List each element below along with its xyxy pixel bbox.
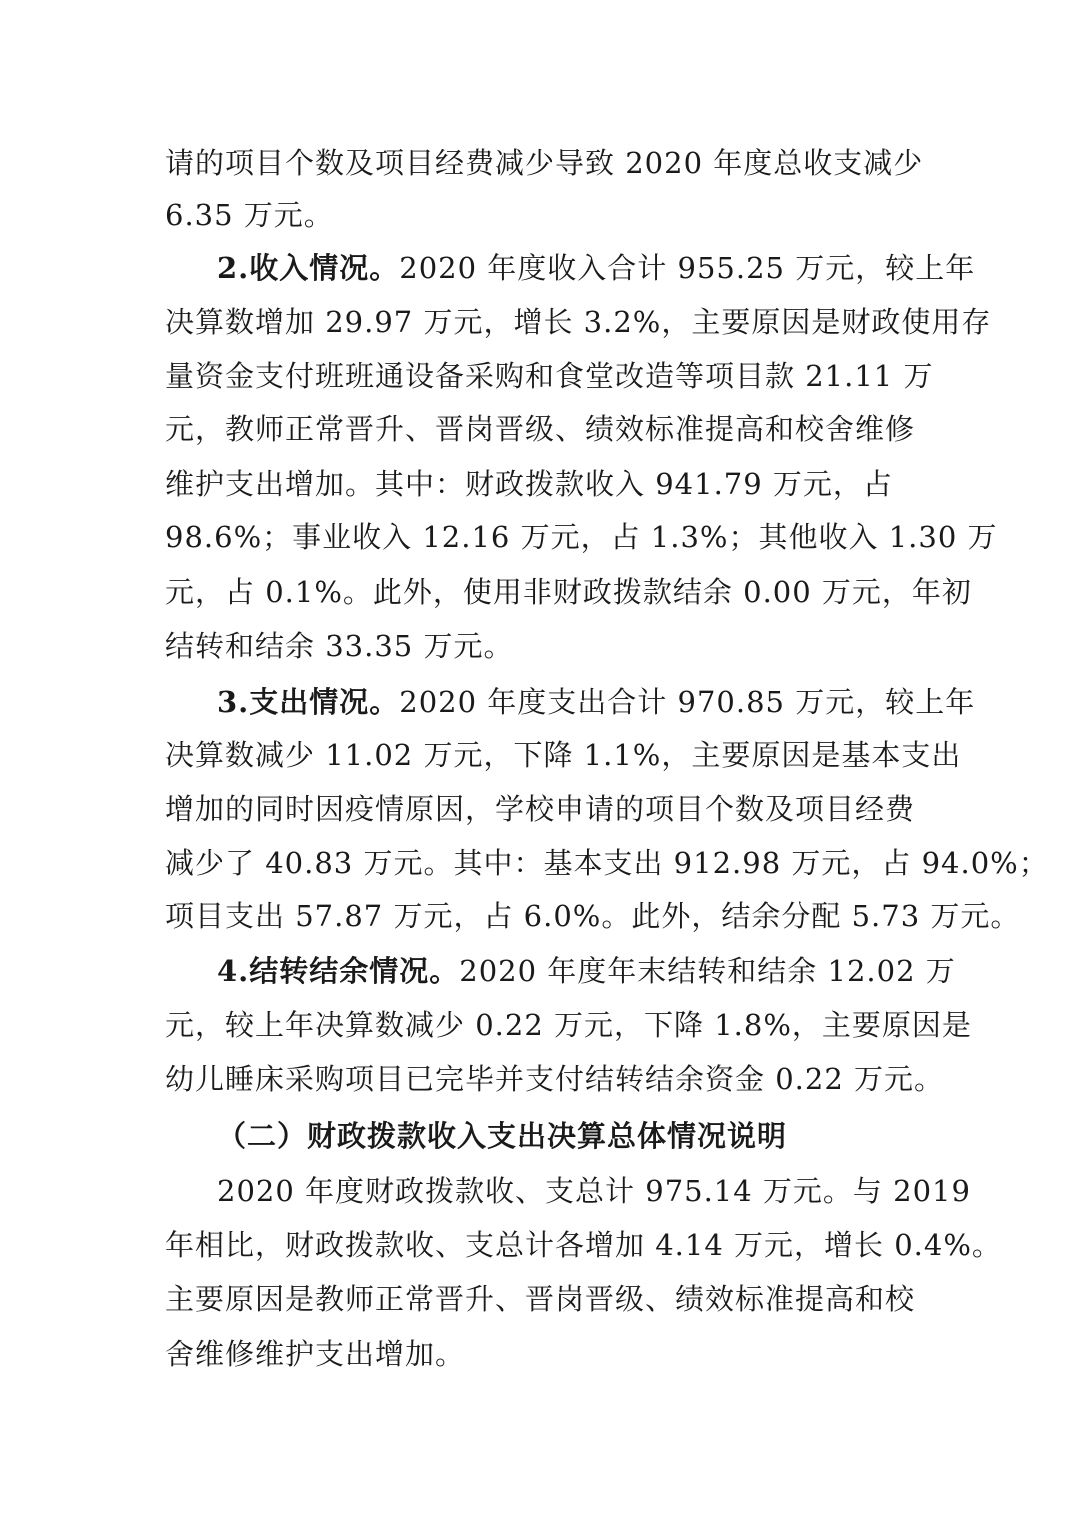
section-heading: （二）财政拨款收入支出决算总体情况说明 bbox=[217, 1119, 788, 1153]
text-line bbox=[165, 1005, 972, 1045]
section-heading: 4.结转结余情况。 bbox=[217, 954, 460, 988]
text-line bbox=[165, 572, 972, 612]
text-line bbox=[217, 682, 975, 722]
text-line bbox=[165, 464, 893, 504]
text-line bbox=[165, 735, 961, 775]
text-line bbox=[165, 843, 1049, 883]
text-segment: 项目支出 57.87 万元，占 6.0%。此外，结余分配 5.73 万元。 bbox=[165, 899, 1021, 933]
text-segment: 请的项目个数及项目经费减少导致 2020 年度总收支减少 bbox=[165, 146, 924, 180]
text-segment: 2020 年度财政拨款收、支总计 975.14 万元。与 2019 bbox=[217, 1174, 971, 1208]
text-segment: 2020 年度年末结转和结余 12.02 万 bbox=[459, 954, 956, 988]
text-segment: 元，占 0.1%。此外，使用非财政拨款结余 0.00 万元，年初 bbox=[165, 575, 972, 609]
text-segment: 舍维修维护支出增加。 bbox=[165, 1337, 466, 1371]
text-segment: 决算数增加 29.97 万元，增长 3.2%，主要原因是财政使用存 bbox=[165, 305, 992, 339]
text-segment: 决算数减少 11.02 万元，下降 1.1%，主要原因是基本支出 bbox=[165, 738, 962, 772]
text-line bbox=[165, 626, 513, 666]
text-segment: 减少了 40.83 万元。其中：基本支出 912.98 万元，占 94.0%； bbox=[165, 846, 1049, 880]
text-line bbox=[165, 356, 933, 396]
text-segment: 结转和结余 33.35 万元。 bbox=[165, 629, 514, 663]
text-line bbox=[217, 1171, 971, 1211]
text-line bbox=[165, 896, 1020, 936]
text-segment: 维护支出增加。其中：财政拨款收入 941.79 万元，占 bbox=[165, 467, 893, 501]
text-line bbox=[165, 302, 991, 342]
text-segment: 元，教师正常晋升、晋岗晋级、绩效标准提高和校舍维修 bbox=[165, 412, 916, 446]
section-heading: 3.支出情况。 bbox=[217, 685, 400, 719]
text-segment: 6.35 万元。 bbox=[165, 198, 334, 232]
text-line bbox=[165, 1334, 465, 1374]
text-line bbox=[165, 517, 998, 557]
text-segment: 主要原因是教师正常晋升、晋岗晋级、绩效标准提高和校 bbox=[165, 1282, 916, 1316]
text-line bbox=[165, 789, 915, 829]
text-line bbox=[165, 143, 923, 183]
text-line bbox=[165, 1059, 944, 1099]
text-segment: 98.6%；事业收入 12.16 万元，占 1.3%；其他收入 1.30 万 bbox=[165, 520, 998, 554]
text-segment: 量资金支付班班通设备采购和食堂改造等项目款 21.11 万 bbox=[165, 359, 934, 393]
text-segment: 2020 年度收入合计 955.25 万元，较上年 bbox=[399, 251, 976, 285]
text-line bbox=[217, 248, 975, 288]
text-segment: 2020 年度支出合计 970.85 万元，较上年 bbox=[399, 685, 976, 719]
text-segment: 增加的同时因疫情原因，学校申请的项目个数及项目经费 bbox=[165, 792, 916, 826]
text-line bbox=[217, 1116, 787, 1156]
text-line bbox=[165, 409, 915, 449]
text-line bbox=[165, 195, 334, 235]
section-heading: 2.收入情况。 bbox=[217, 251, 400, 285]
text-segment: 元，较上年决算数减少 0.22 万元，下降 1.8%，主要原因是 bbox=[165, 1008, 972, 1042]
text-segment: 幼儿睡床采购项目已完毕并支付结转结余资金 0.22 万元。 bbox=[165, 1062, 945, 1096]
text-segment: 年相比，财政拨款收、支总计各增加 4.14 万元，增长 0.4%。 bbox=[165, 1228, 1002, 1262]
text-line bbox=[165, 1279, 915, 1319]
text-line bbox=[217, 951, 956, 991]
text-line bbox=[165, 1225, 1002, 1265]
